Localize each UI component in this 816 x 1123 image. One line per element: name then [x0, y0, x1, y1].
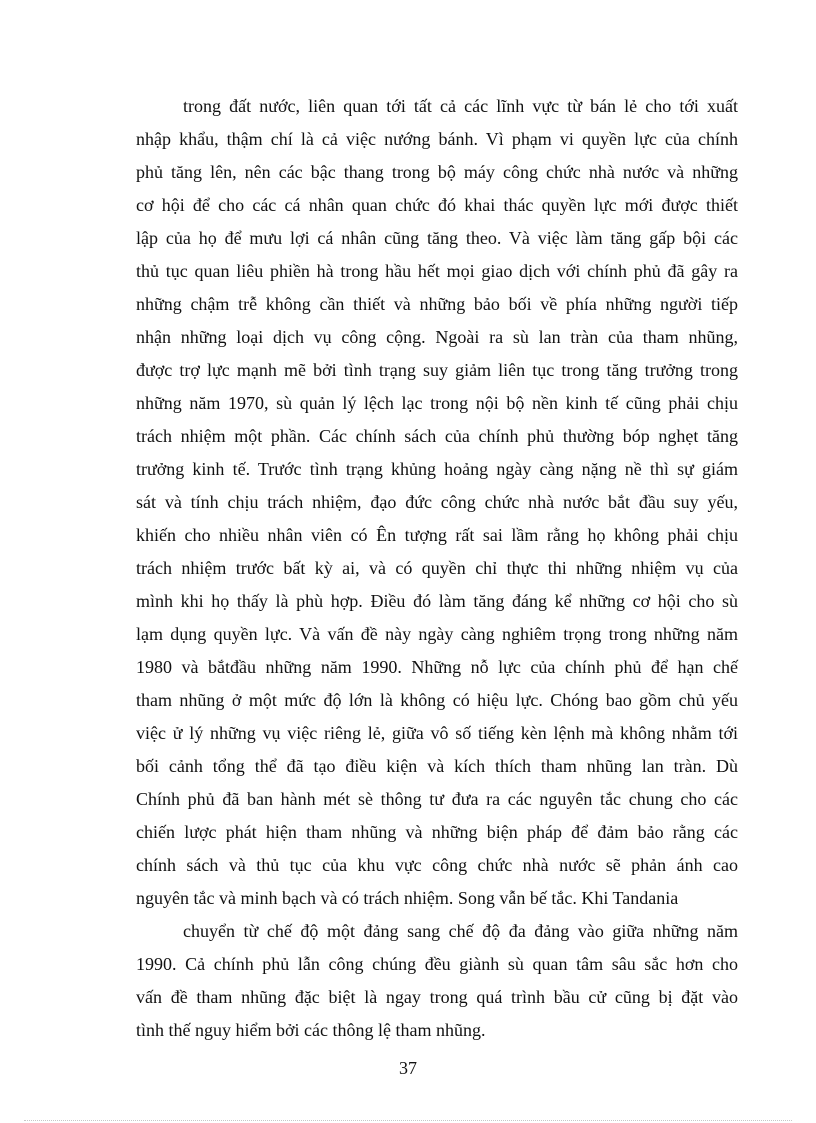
paragraph-line: tình thế nguy hiểm bởi các thông lệ tham nhũng.: [136, 1020, 486, 1040]
paragraph-line: trách nhiệm một phần. Các chính sách của chính phủ thường bóp nghẹt tăng: [136, 426, 738, 446]
paragraph-line: khiến cho nhiều nhân viên có Ên tượng rất sai lầm rằng họ không phải chịu: [136, 525, 738, 545]
paragraph-line: trong đất nước, liên quan tới tất cả các lĩnh vực từ bán lẻ cho tới xuất: [183, 96, 738, 116]
paragraph-line: phủ tăng lên, nên các bậc thang trong bộ máy công chức nhà nước và những: [136, 162, 738, 182]
paragraph-line: 1980 và bắtđầu những năm 1990. Những nỗ lực của chính phủ để hạn chế: [136, 657, 738, 677]
paragraph-line: việc ử lý những vụ việc riêng lẻ, giữa vô số tiếng kèn lệnh mà không nhằm tới: [136, 723, 738, 743]
paragraph-line: Chính phủ đã ban hành mét sè thông tư đưa ra các nguyên tắc chung cho các: [136, 789, 738, 809]
paragraph-line: nhập khẩu, thậm chí là cả việc nướng bánh. Vì phạm vi quyền lực của chính: [136, 129, 738, 149]
paragraph-line: nguyên tắc và minh bạch và có trách nhiệm. Song vẫn bế tắc. Khi Tandania: [136, 888, 679, 908]
paragraph-line: vấn đề tham nhũng đặc biệt là ngay trong quá trình bầu cử cũng bị đặt vào: [136, 987, 738, 1007]
paragraph-line: cơ hội để cho các cá nhân quan chức đó khai thác quyền lực mới được thiết: [136, 195, 738, 215]
paragraph-line: chiến lược phát hiện tham nhũng và những biện pháp để đảm bảo rằng các: [136, 822, 738, 842]
paragraph-line: trách nhiệm trước bất kỳ ai, và có quyền chỉ thực thi những nhiệm vụ của: [136, 558, 738, 578]
paragraph-line: thủ tục quan liêu phiền hà trong hầu hết mọi giao dịch với chính phủ đã gây ra: [136, 261, 738, 281]
paragraph-line: những năm 1970, sù quản lý lệch lạc trong nội bộ nền kinh tế cũng phải chịu: [136, 393, 738, 413]
paragraph-line: trưởng kinh tế. Trước tình trạng khủng hoảng ngày càng nặng nề thì sự giám: [136, 459, 738, 479]
paragraph-line: mình khi họ thấy là phù hợp. Điều đó làm tăng đáng kể những cơ hội cho sù: [136, 591, 738, 611]
page-number: 37: [399, 1058, 417, 1078]
paragraph-line: chính sách và thủ tục của khu vực công chức nhà nước sẽ phản ánh cao: [136, 855, 738, 875]
paragraph-line: những chậm trễ không cần thiết và những bảo bối về phía những người tiếp: [136, 294, 738, 314]
paragraph-line: sát và tính chịu trách nhiệm, đạo đức công chức nhà nước bắt đầu suy yếu,: [136, 492, 738, 512]
page-bottom-divider: [24, 1120, 792, 1121]
paragraph-line: 1990. Cả chính phủ lẫn công chúng đều giành sù quan tâm sâu sắc hơn cho: [136, 954, 738, 974]
paragraph-line: lạm dụng quyền lực. Và vấn đề này ngày càng nghiêm trọng trong những năm: [136, 624, 738, 644]
paragraph-line: lập của họ để mưu lợi cá nhân cũng tăng theo. Và việc làm tăng gấp bội các: [136, 228, 738, 248]
paragraph-line: bối cảnh tổng thể đã tạo điều kiện và kích thích tham nhũng lan tràn. Dù: [136, 756, 738, 776]
paragraph-line: chuyển từ chế độ một đảng sang chế độ đa đảng vào giữa những năm: [183, 921, 738, 941]
paragraph-line: tham nhũng ở một mức độ lớn là không có hiệu lực. Chóng bao gồm chủ yếu: [136, 690, 738, 710]
paragraph-line: nhận những loại dịch vụ công cộng. Ngoài ra sù lan tràn của tham nhũng,: [136, 327, 738, 347]
paragraph-line: được trợ lực mạnh mẽ bởi tình trạng suy giảm liên tục trong tăng trưởng trong: [136, 360, 738, 380]
